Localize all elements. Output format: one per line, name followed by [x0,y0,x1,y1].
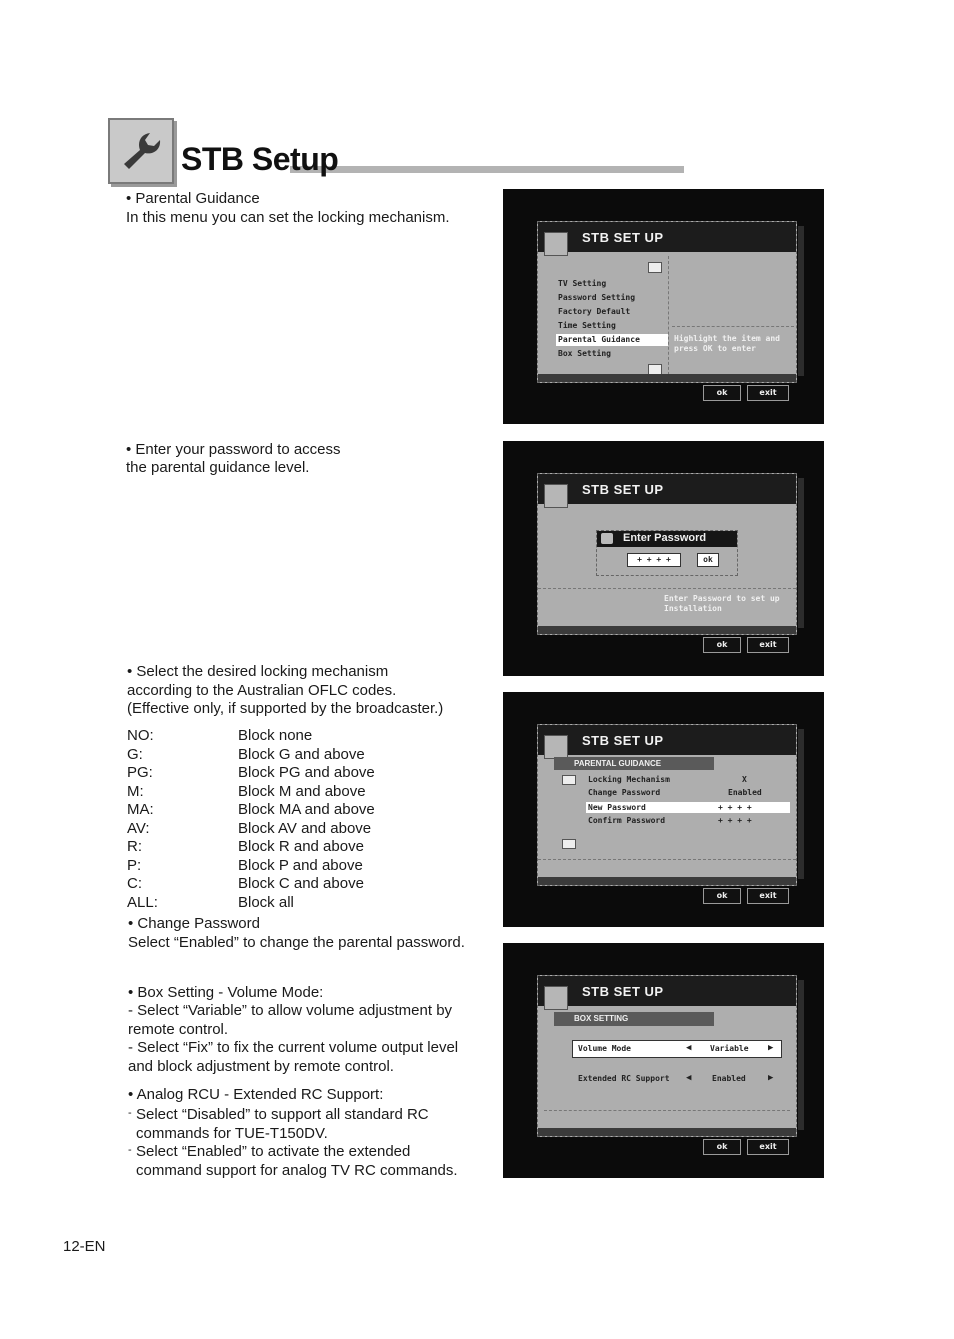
rating-row: NO: Block none [127,727,313,744]
menu-item-password-setting[interactable]: Password Setting [558,293,636,302]
rating-row: MA: Block MA and above [127,801,375,818]
rating-row: G: Block G and above [127,745,365,763]
password-ok-button[interactable]: ok [697,553,719,567]
dialog-title: Enter Password [623,532,707,544]
wrench-icon [544,484,568,508]
ok-button[interactable]: ok [703,385,741,401]
stb-title: STB SET UP [582,984,664,999]
menu-item-box-setting[interactable]: Box Setting [558,349,611,358]
setting-label: Locking Mechanism [588,775,670,784]
ok-button[interactable]: ok [703,637,741,653]
rating-row: ALL: Block all [127,893,294,911]
stb-window [537,473,797,635]
stb-titlebar [538,976,796,1006]
volume-mode-heading: • Box Setting - Volume Mode: [128,984,324,1001]
stb-title: STB SET UP [582,482,664,497]
arrow-right-icon[interactable]: ▶ [768,1043,774,1053]
new-password-input[interactable]: + + + + [718,803,752,812]
menu-hint: Highlight the item and press OK to enter [674,334,780,353]
password-input[interactable]: + + + + [627,553,681,567]
rating-row: P: Block P and above [127,856,363,874]
stb-window [537,724,797,886]
locking-heading: • Select the desired locking mechanism [127,663,389,680]
rc-support-line: Select “Disabled” to support all standard RC [136,1106,429,1123]
parental-header: PARENTAL GUIDANCE [554,757,714,770]
rating-row: C: Block C and above [127,875,364,892]
setting-label: Confirm Password [588,816,666,825]
exit-button[interactable]: exit [747,385,789,401]
wrench-icon [544,735,568,759]
stb-titlebar [538,474,796,504]
exit-button[interactable]: exit [747,888,789,904]
password-heading: • Enter your password to access [126,441,341,458]
screenshot-box-setting [503,943,824,1178]
locking-text-line: (Effective only, if supported by the broadcaster.) [127,700,444,717]
wrench-icon [544,986,568,1010]
dash-mark: - [128,1144,132,1156]
stb-titlebar [538,725,796,755]
menu-item-tv-setting[interactable]: TV Setting [558,279,607,288]
rating-table [127,727,375,912]
locking-text-line: according to the Australian OFLC codes. [127,682,397,699]
page-number: 12-EN [63,1238,106,1255]
scroll-up-icon[interactable] [562,775,576,785]
screenshot-stb-menu [503,189,824,424]
stb-title: STB SET UP [582,230,664,245]
rc-support-line: commands for TUE-T150DV. [136,1125,328,1142]
stb-title: STB SET UP [582,733,664,748]
screenshot-parental-guidance [503,692,824,927]
confirm-password-input[interactable]: + + + + [718,816,752,825]
rc-support-line: Select “Enabled” to activate the extended [136,1143,411,1160]
menu-item-factory-default[interactable]: Factory Default [558,307,631,316]
volume-mode-line: and block adjustment by remote control. [128,1058,394,1075]
scroll-down-icon[interactable] [562,839,576,849]
password-dialog [596,530,738,576]
locking-mechanism-value[interactable]: X [742,775,747,784]
change-password-value[interactable]: Enabled [728,788,762,797]
stb-titlebar [538,222,796,252]
rating-row: AV: Block AV and above [127,819,372,837]
rating-row: PG: Block PG and above [127,764,375,781]
stb-window [537,975,797,1137]
parental-guidance-heading: • Parental Guidance [126,190,260,207]
screenshot-enter-password [503,441,824,676]
key-icon [601,533,613,544]
rc-support-heading: • Analog RCU - Extended RC Support: [128,1086,384,1103]
menu-item-time-setting[interactable]: Time Setting [558,321,616,330]
dash-mark: - [128,1107,132,1119]
ok-button[interactable]: ok [703,888,741,904]
password-text: the parental guidance level. [126,459,310,476]
wrench-icon [108,118,174,184]
scroll-up-icon[interactable] [648,262,662,273]
rc-support-line: command support for analog TV RC commands. [136,1162,458,1179]
title-rule [290,166,684,173]
rating-row: R: Block R and above [127,838,364,855]
change-password-heading: • Change Password [128,915,260,932]
exit-button[interactable]: exit [747,637,789,653]
extended-rc-value[interactable]: Enabled [712,1074,746,1083]
setting-label: Volume Mode [578,1044,631,1053]
arrow-left-icon[interactable]: ◀ [686,1043,692,1053]
change-password-text: Select “Enabled” to change the parental password. [128,934,465,951]
menu-item-parental-guidance[interactable]: Parental Guidance [556,334,668,346]
parental-guidance-text: In this menu you can set the locking mechanism. [126,209,450,226]
exit-button[interactable]: exit [747,1139,789,1155]
stb-window [537,221,797,383]
ok-button[interactable]: ok [703,1139,741,1155]
setting-label: Extended RC Support [578,1074,670,1083]
volume-mode-value[interactable]: Variable [710,1044,749,1053]
wrench-icon [544,232,568,256]
arrow-left-icon[interactable]: ◀ [686,1073,692,1083]
volume-mode-line: - Select “Variable” to allow volume adjustment by [128,1002,453,1019]
setting-label: New Password [588,803,646,812]
rating-row: M: Block M and above [127,782,366,800]
setting-label: Change Password [588,788,661,797]
volume-mode-line: remote control. [128,1021,229,1038]
password-hint: Enter Password to set up Installation [664,594,780,613]
arrow-right-icon[interactable]: ▶ [768,1073,774,1083]
box-setting-header: BOX SETTING [554,1012,714,1026]
page-title: STB Setup [181,141,339,177]
volume-mode-line: - Select “Fix” to fix the current volume output level [128,1039,459,1056]
